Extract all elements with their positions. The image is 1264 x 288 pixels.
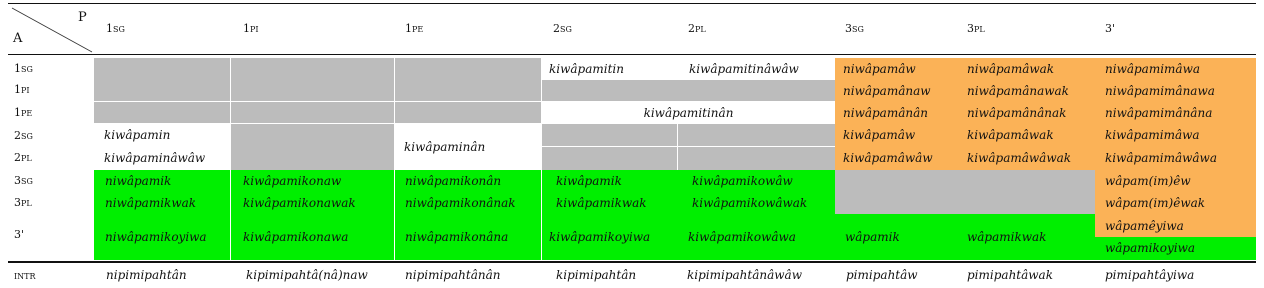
cell-1pe-3obv: niwâpamimânâna [1105,106,1213,120]
cell-3obv-3obv-b: wâpamikoyiwa [1105,241,1196,255]
cell-3obv-2pl: kiwâpamikowâwa [688,230,796,244]
col-header-1pi: 1 pi [243,21,259,35]
cell-1pe-2: kiwâpamitinân [643,106,734,120]
col-header-3obv: 3' [1105,21,1116,35]
cell-1pi-3sg: niwâpamânaw [843,84,931,98]
cell-1sg-2sg: kiwâpamitin [549,62,624,76]
cell-3obv-1sg: niwâpamikoyiwa [105,230,207,244]
cell-1pi-3pl: niwâpamânawak [967,84,1069,98]
cell-3obv-3sg: wâpamik [845,230,900,244]
gray-block-1pi [94,80,835,102]
intr-2sg: kipimipahtân [556,268,637,282]
sep [94,123,835,124]
cell-2sg-3pl: kiwâpamâwak [967,128,1054,142]
gray-block-2-1pi [231,124,395,170]
cell-2pl-3obv: kiwâpamimâwâwa [1105,151,1217,165]
intr-label: intr [14,268,36,282]
intr-1sg: nipimipahtân [106,268,187,282]
intr-rule [8,261,1256,263]
gray-block-top [94,58,542,80]
corner-a-label: A [13,30,23,46]
row-header-2pl: 2 pl [14,150,32,164]
cell-1pe-3pl: niwâpamânânak [967,106,1067,120]
cell-3sg-1sg: niwâpamik [105,174,172,188]
cell-1pe-3sg: niwâpamânân [843,106,928,120]
cell-3obv-3pl: wâpamikwak [967,230,1047,244]
header-rule [8,54,1256,55]
row-header-1pe: 1 pe [14,105,33,119]
cell-2pl-3pl: kiwâpamâwâwak [967,151,1072,165]
row-header-1sg: 1 sg [14,61,33,75]
col-header-3pl: 3 pl [967,21,985,35]
cell-1sg-3sg: niwâpamâw [843,62,916,76]
row-header-3obv: 3' [14,227,25,241]
intr-3pl: pimipahtâwak [967,268,1053,282]
cell-2pl-3sg: kiwâpamâwâw [843,151,933,165]
sep [541,58,542,260]
intr-1pe: nipimipahtânân [405,268,501,282]
top-rule [8,3,1256,4]
col-header-3sg: 3 sg [845,21,864,35]
row-header-1pi: 1 pi [14,82,30,96]
cell-1sg-3pl: niwâpamâwak [967,62,1055,76]
cell-1pi-3obv: niwâpamimânawa [1105,84,1215,98]
cell-3pl-1pe: niwâpamikonânak [405,196,516,210]
cell-3obv-3obv-a: wâpamêyiwa [1105,219,1184,233]
corner-p-label: P [78,9,87,25]
cell-3sg-2pl: kiwâpamikowâw [692,174,793,188]
row-header-3pl: 3 pl [14,195,32,209]
cell-1sg-2pl: kiwâpamitinâwâw [689,62,799,76]
intr-3sg: pimipahtâw [846,268,918,282]
corner-diagonal [10,6,94,54]
col-header-2sg: 2 sg [553,21,572,35]
cell-3sg-2sg: kiwâpamik [556,174,622,188]
cell-3pl-3obv: wâpam(im)êwak [1105,196,1206,210]
gray-block-2-2 [542,124,835,170]
sep [394,58,395,260]
intr-3obv: pimipahtâyiwa [1105,268,1195,282]
cell-3pl-1pi: kiwâpamikonawak [243,196,356,210]
col-header-2pl: 2 pl [688,21,706,35]
cell-3sg-3obv: wâpam(im)êw [1105,174,1191,188]
intr-1pi: kipimipahtâ(nâ)naw [246,268,368,282]
cell-2-1pe: kiwâpaminân [404,140,486,154]
intr-2pl: kipimipahtânâwâw [687,268,802,282]
cell-3sg-1pe: niwâpamikonân [405,174,502,188]
gray-block-1pe [94,102,542,124]
cell-2sg-3obv: kiwâpamimâwa [1105,128,1200,142]
gray-block-3-3 [835,170,1095,214]
cell-3pl-2sg: kiwâpamikwak [556,196,647,210]
sep [542,146,835,147]
row-header-2sg: 2 sg [14,128,33,142]
cell-3pl-2pl: kiwâpamikowâwak [692,196,808,210]
cell-3obv-1pi: kiwâpamikonawa [243,230,349,244]
cell-2sg-1sg: kiwâpamin [104,128,171,142]
col-header-1pe: 1 pe [405,21,424,35]
cell-3sg-1pi: kiwâpamikonaw [243,174,342,188]
sep [230,58,231,260]
cell-1sg-3obv: niwâpamimâwa [1105,62,1201,76]
cell-3obv-2sg: kiwâpamikoyiwa [549,230,651,244]
col-header-1sg: 1 sg [106,21,125,35]
sep [677,124,678,170]
cell-2pl-1sg: kiwâpaminâwâw [104,151,206,165]
cell-3obv-1pe: niwâpamikonâna [405,230,509,244]
cell-3pl-1sg: niwâpamikwak [105,196,197,210]
sep [94,101,835,102]
cell-2sg-3sg: kiwâpamâw [843,128,916,142]
row-header-3sg: 3 sg [14,173,33,187]
